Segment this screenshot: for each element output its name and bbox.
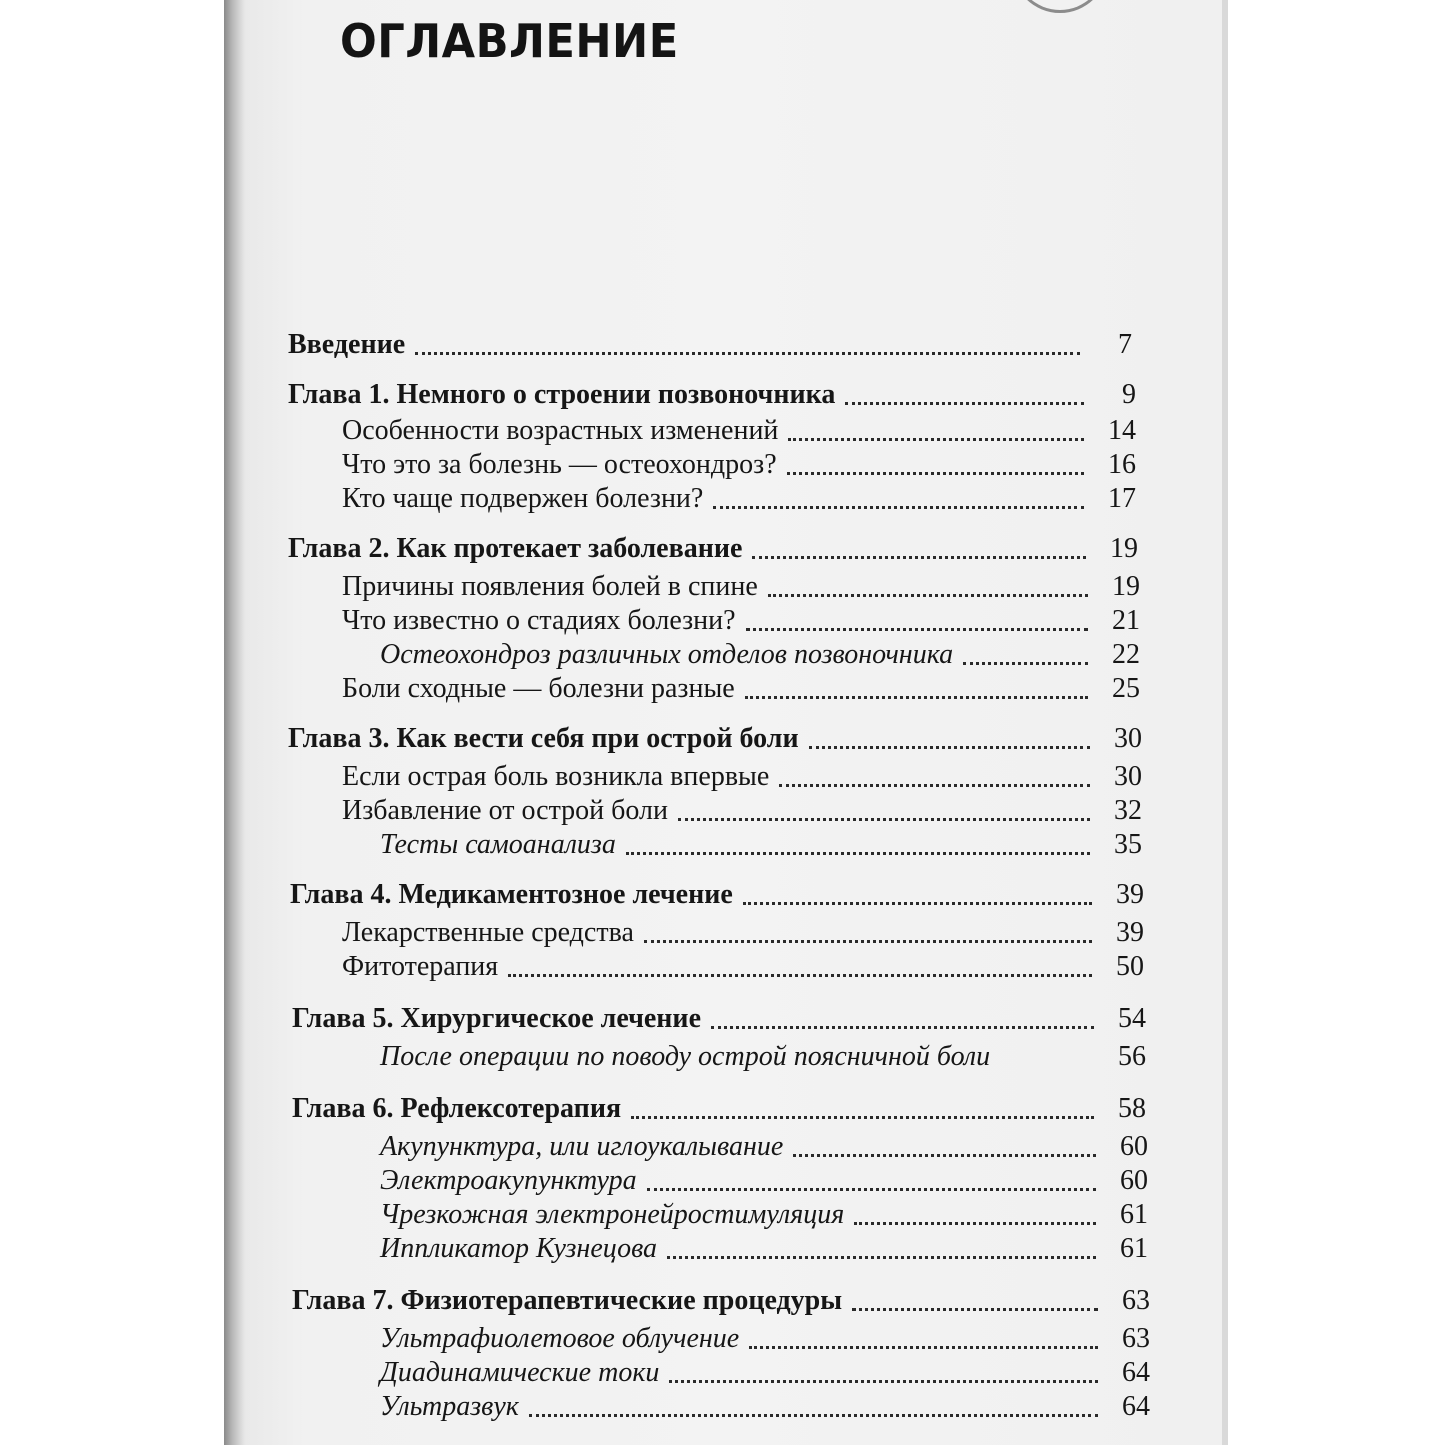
toc-page-number: 17 — [1108, 483, 1136, 514]
toc-page-number: 60 — [1120, 1131, 1148, 1162]
toc-entry-title: Глава 7. Физиотерапевтические процедуры — [292, 1285, 843, 1316]
dot-leader — [667, 1256, 1096, 1259]
toc-chapter-entry — [292, 1284, 1150, 1318]
toc-entry-title: Лекарственные средства — [342, 917, 634, 948]
dot-leader — [626, 852, 1090, 855]
toc-subsubsection-entry — [380, 1322, 1150, 1356]
toc-chapter-entry — [288, 378, 1136, 412]
dot-leader — [644, 940, 1092, 943]
dot-leader — [854, 1222, 1096, 1225]
toc-entry-title: Боли сходные — болезни разные — [342, 673, 735, 704]
dot-leader — [768, 594, 1088, 597]
toc-page-number: 25 — [1112, 673, 1140, 704]
toc-section-entry — [342, 672, 1140, 706]
toc-page-number: 61 — [1120, 1199, 1148, 1230]
toc-page-number: 16 — [1108, 449, 1136, 480]
toc-section-entry — [342, 448, 1136, 482]
toc-subsubsection-entry — [380, 1164, 1148, 1198]
dot-leader — [749, 1346, 1098, 1349]
dot-leader — [963, 662, 1088, 665]
toc-entry-title: Остеохондроз различных отделов позвоночника — [380, 639, 954, 670]
toc-page-number: 58 — [1118, 1093, 1146, 1124]
toc-page-number: 22 — [1112, 639, 1140, 670]
dot-leader — [743, 902, 1092, 905]
dot-leader — [529, 1414, 1098, 1417]
toc-chapter-entry — [288, 532, 1138, 566]
toc-page-number: 30 — [1114, 723, 1142, 754]
dot-leader — [508, 974, 1092, 977]
toc-entry-title: Тесты самоанализа — [380, 829, 616, 860]
toc-entry-title: Особенности возрастных изменений — [342, 415, 779, 446]
toc-entry-title: Глава 2. Как протекает заболевание — [288, 533, 743, 564]
dot-leader — [745, 696, 1088, 699]
toc-entry-title: Глава 5. Хирургическое лечение — [292, 1003, 701, 1034]
dot-leader — [752, 556, 1086, 559]
toc-section-entry — [342, 604, 1140, 638]
dot-leader — [852, 1308, 1098, 1311]
toc-subsubsection-entry — [380, 1232, 1148, 1266]
toc-page-number: 64 — [1122, 1391, 1150, 1422]
toc-entry-title: Акупунктура, или иглоукалывание — [380, 1131, 784, 1162]
toc-chapter-entry — [292, 1002, 1146, 1036]
toc-page-number: 35 — [1114, 829, 1142, 860]
toc-entry-title: Глава 6. Рефлексотерапия — [292, 1093, 622, 1124]
toc-subsubsection-entry — [380, 638, 1140, 672]
toc-entry-title: Чрезкожная электронейростимуляция — [380, 1199, 845, 1230]
toc-page-number: 19 — [1110, 533, 1138, 564]
toc-subsubsection-entry — [380, 1390, 1150, 1424]
toc-section-entry — [342, 950, 1144, 984]
dot-leader — [713, 506, 1084, 509]
toc-page-number: 54 — [1118, 1003, 1146, 1034]
toc-entry-title: Ультразвук — [380, 1391, 519, 1422]
dot-leader — [787, 472, 1084, 475]
toc-section-entry — [342, 794, 1142, 828]
toc-chapter-entry — [290, 878, 1144, 912]
toc-page-number: 61 — [1120, 1233, 1148, 1264]
dot-leader — [809, 746, 1090, 749]
toc-subsubsection-entry — [380, 1198, 1148, 1232]
toc-section-entry — [342, 760, 1142, 794]
toc-subsubsection-entry — [380, 1356, 1150, 1390]
dot-leader — [746, 628, 1088, 631]
toc-page-number: 63 — [1122, 1323, 1150, 1354]
dot-leader — [788, 438, 1084, 441]
toc-entry-title: Глава 3. Как вести себя при острой боли — [288, 723, 799, 754]
toc-entry-title: Фитотерапия — [342, 951, 499, 982]
toc-page-number: 14 — [1108, 415, 1136, 446]
toc-entry-title: Причины появления болей в спине — [342, 571, 758, 602]
toc-section-entry — [342, 570, 1140, 604]
toc-page-number: 7 — [1118, 329, 1132, 360]
toc-section-entry — [342, 916, 1144, 950]
toc-subsubsection-entry — [380, 1130, 1148, 1164]
toc-entry-title: Электроакупунктура — [380, 1165, 637, 1196]
toc-entry-title: Введение — [288, 329, 406, 360]
toc-entry-title: Кто чаще подвержен болезни? — [342, 483, 704, 514]
toc-entry-title: Что известно о стадиях болезни? — [342, 605, 736, 636]
toc-page-number: 56 — [1118, 1041, 1146, 1072]
page-title: ОГЛАВЛЕНИЕ — [340, 14, 679, 68]
toc-entry-title: Глава 1. Немного о строении позвоночника — [288, 379, 836, 410]
toc-entry-title: Если острая боль возникла впервые — [342, 761, 770, 792]
toc-page-number: 39 — [1116, 917, 1144, 948]
toc-chapter-entry — [292, 1092, 1146, 1126]
toc-page-number: 30 — [1114, 761, 1142, 792]
toc-subsubsection-entry — [380, 828, 1142, 862]
toc-chapter-entry — [288, 328, 1132, 362]
toc-entry-title: Ультрафиолетовое облучение — [380, 1323, 740, 1354]
toc-section-entry — [342, 414, 1136, 448]
toc-page-number: 32 — [1114, 795, 1142, 826]
dot-leader — [845, 402, 1084, 405]
toc-entry-title: Диадинамические токи — [380, 1357, 660, 1388]
toc-page-number: 64 — [1122, 1357, 1150, 1388]
toc-page-number: 63 — [1122, 1285, 1150, 1316]
toc-page-number: 21 — [1112, 605, 1140, 636]
dot-leader — [669, 1380, 1098, 1383]
toc-entry-title: После операции по поводу острой поясничной боли — [380, 1041, 991, 1072]
toc-page-number: 39 — [1116, 879, 1144, 910]
dot-leader — [647, 1188, 1096, 1191]
toc-page-number: 19 — [1112, 571, 1140, 602]
toc-subsubsection-entry — [380, 1040, 1146, 1074]
toc-page-number: 60 — [1120, 1165, 1148, 1196]
dot-leader — [779, 784, 1090, 787]
toc-entry-title: Избавление от острой боли — [342, 795, 668, 826]
toc-section-entry — [342, 482, 1136, 516]
dot-leader — [711, 1026, 1094, 1029]
dot-leader — [631, 1116, 1094, 1119]
dot-leader — [793, 1154, 1096, 1157]
toc-page-number: 9 — [1122, 379, 1136, 410]
toc-page-number: 50 — [1116, 951, 1144, 982]
dot-leader — [415, 352, 1080, 355]
toc-entry-title: Иппликатор Кузнецова — [380, 1233, 658, 1264]
toc-chapter-entry — [288, 722, 1142, 756]
dot-leader — [678, 818, 1090, 821]
toc-entry-title: Глава 4. Медикаментозное лечение — [290, 879, 733, 910]
toc-entry-title: Что это за болезнь — остеохондроз? — [342, 449, 777, 480]
